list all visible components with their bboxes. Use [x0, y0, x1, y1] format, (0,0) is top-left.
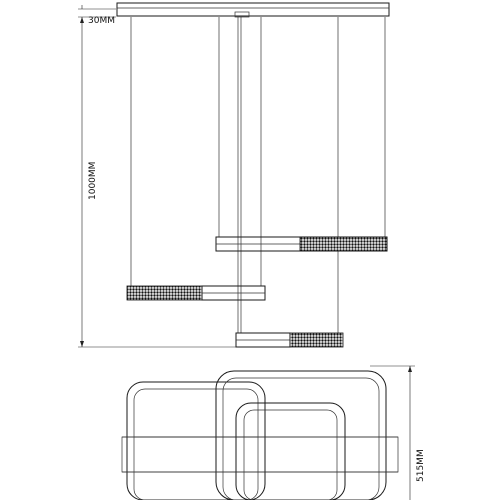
- canopy-plan-outline: [122, 437, 398, 472]
- plan-view: [122, 366, 426, 500]
- upper-ring-profile: [216, 237, 387, 251]
- side-elevation: [78, 3, 389, 347]
- ceiling-canopy: [117, 3, 389, 16]
- lower-ring-profile: [236, 333, 343, 347]
- canopy-gap-label: 30MM: [88, 16, 115, 26]
- drop-height-label: 1000MM: [88, 161, 98, 200]
- right-square-ring: [134, 371, 386, 500]
- middle-ring-profile: [127, 286, 265, 300]
- width-label: 515MM: [416, 449, 426, 482]
- inner-square-ring: [236, 403, 345, 500]
